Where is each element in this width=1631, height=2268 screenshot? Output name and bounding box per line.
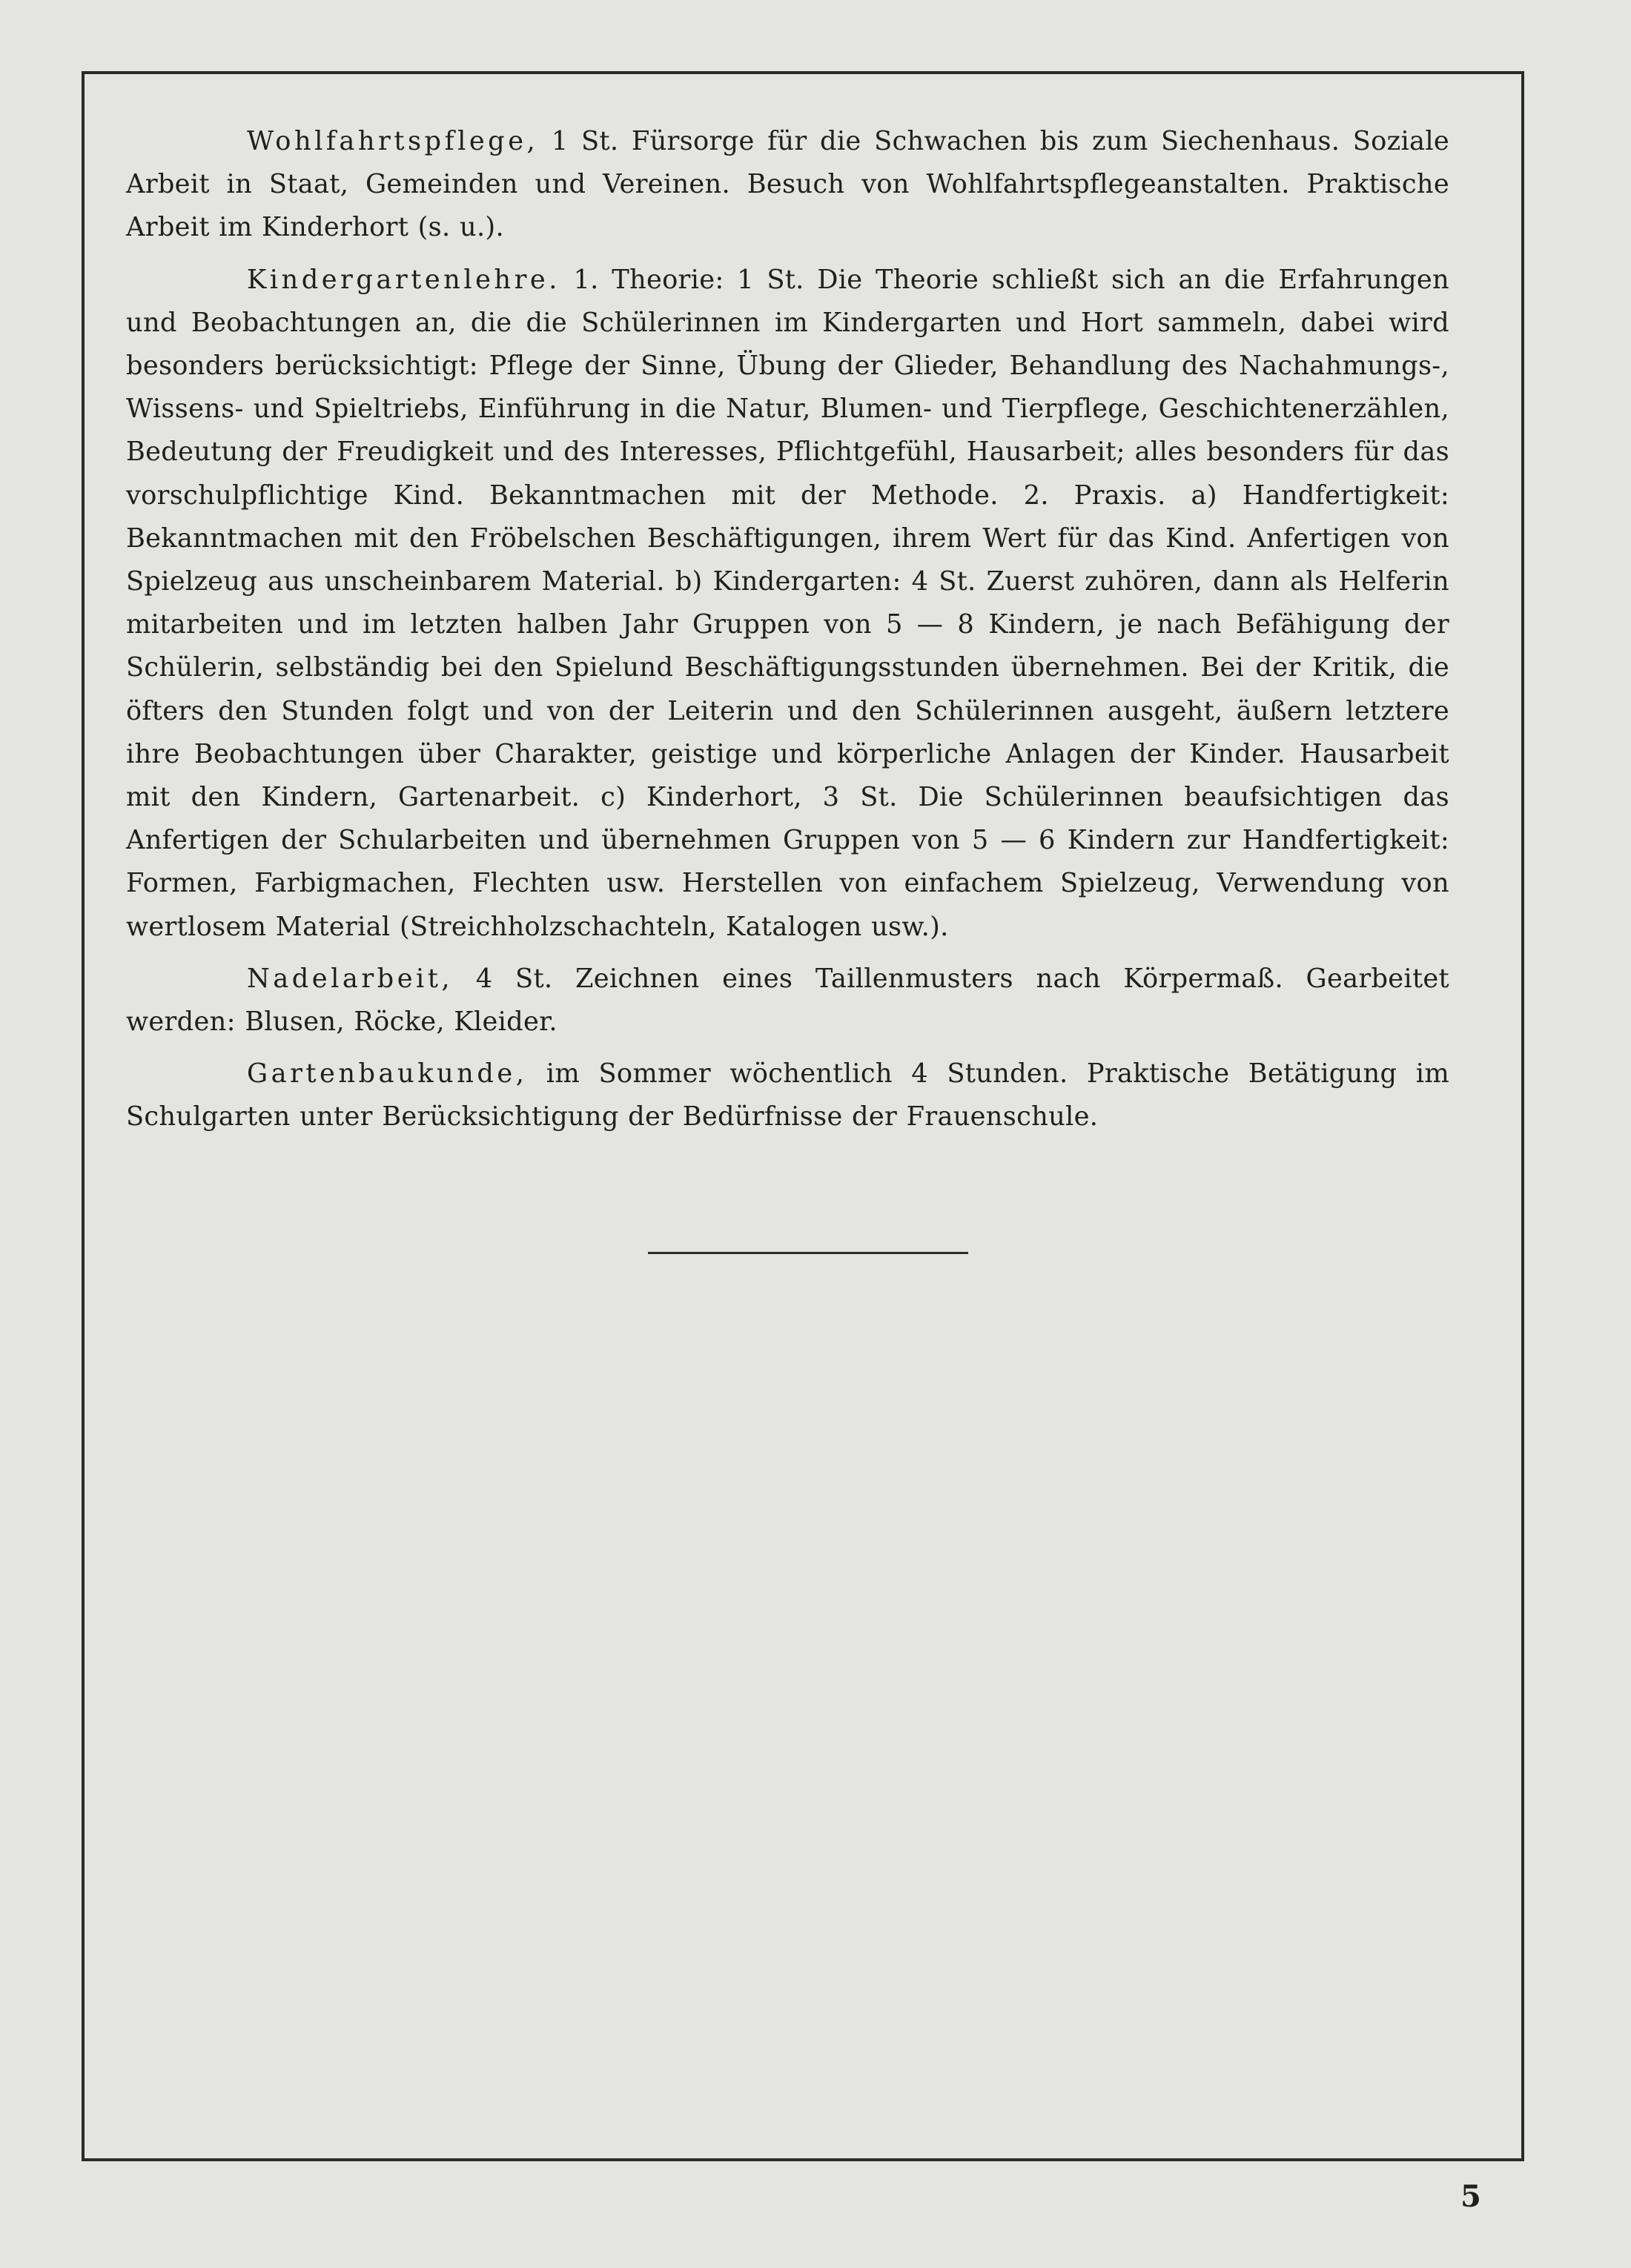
heading-nadelarbeit: Nadelarbeit, — [247, 963, 454, 994]
body-nadelarbeit: 4 St. Zeichnen eines Taillenmusters nach Körpermaß. Gearbeitet werden: Blusen, Röcke, Kleider. — [126, 963, 1449, 1038]
heading-gartenbaukunde: Gartenbaukunde, — [247, 1058, 528, 1090]
page-number: 5 — [1460, 2179, 1481, 2214]
closing-rule — [648, 1252, 968, 1254]
paragraph-nadelarbeit — [126, 958, 1449, 1044]
paragraph-kindergartenlehre — [126, 259, 1449, 949]
body-kindergartenlehre: 1. Theorie: 1 St. Die Theorie schließt sich an die Erfahrungen und Beobachtungen an, die die Schülerinnen im Kindergarten und Hort sammeln, dabei wird besonders berücksichtigt: Pflege der Sinne, Übung der Glieder, Behandlung des Nachahmungs-, Wissens- und Spieltriebs, Einführung in die Natur, Blumen- und Tierpflege, Geschichtenerzählen, Bedeutung der Freudigkeit und des Interesses, Pflichtgefühl, Hausarbeit; alles besonders für das vorschulpflichtige Kind. Bekanntmachen mit der Methode. 2. Praxis. a) Handfertigkeit: Bekanntmachen mit den Fröbelschen Beschäftigungen, ihrem Wert für das Kind. Anfertigen von Spielzeug aus unscheinbarem Material. b) Kindergarten: 4 St. Zuerst zuhören, dann als Helferin mitarbeiten und im letzten halben Jahr Gruppen von 5 — 8 Kindern, je nach Befähigung der Schülerin, selbständig bei den Spielund Beschäftigungsstunden übernehmen. Bei der Kritik, die öfters den Stunden folgt und von der Leiterin und den Schülerinnen ausgeht, äußern letztere ihre Beobachtungen über Charakter, geistige und körperliche Anlagen der Kinder. Hausarbeit mit den Kindern, Gartenarbeit. c) Kinderhort, 3 St. Die Schülerinnen beaufsichtigen das Anfertigen der Schularbeiten und übernehmen Gruppen von 5 — 6 Kindern zur Handfertigkeit: Formen, Farbigmachen, Flechten usw. Herstellen von einfachem Spielzeug, Verwendung von wertlosem Material (Streichholzschachteln, Katalogen usw.). — [126, 264, 1449, 942]
heading-kindergartenlehre: Kindergartenlehre. — [247, 264, 560, 295]
body-wohlfahrtspflege: 1 St. Fürsorge für die Schwachen bis zum Siechenhaus. Soziale Arbeit in Staat, Gemeinden und Vereinen. Besuch von Wohlfahrtspflegeanstalten. Praktische Arbeit im Kinderhort (s. u.). — [126, 126, 1449, 243]
body-gartenbaukunde: im Sommer wöchentlich 4 Stunden. Praktische Betätigung im Schulgarten unter Berücksichtigung der Bedürfnisse der Frauenschule. — [126, 1058, 1449, 1133]
paragraph-gartenbaukunde — [126, 1052, 1449, 1138]
paragraph-wohlfahrtspflege — [126, 120, 1449, 250]
text-block — [126, 120, 1449, 1139]
heading-wohlfahrtspflege: Wohlfahrtspflege, — [247, 126, 539, 156]
